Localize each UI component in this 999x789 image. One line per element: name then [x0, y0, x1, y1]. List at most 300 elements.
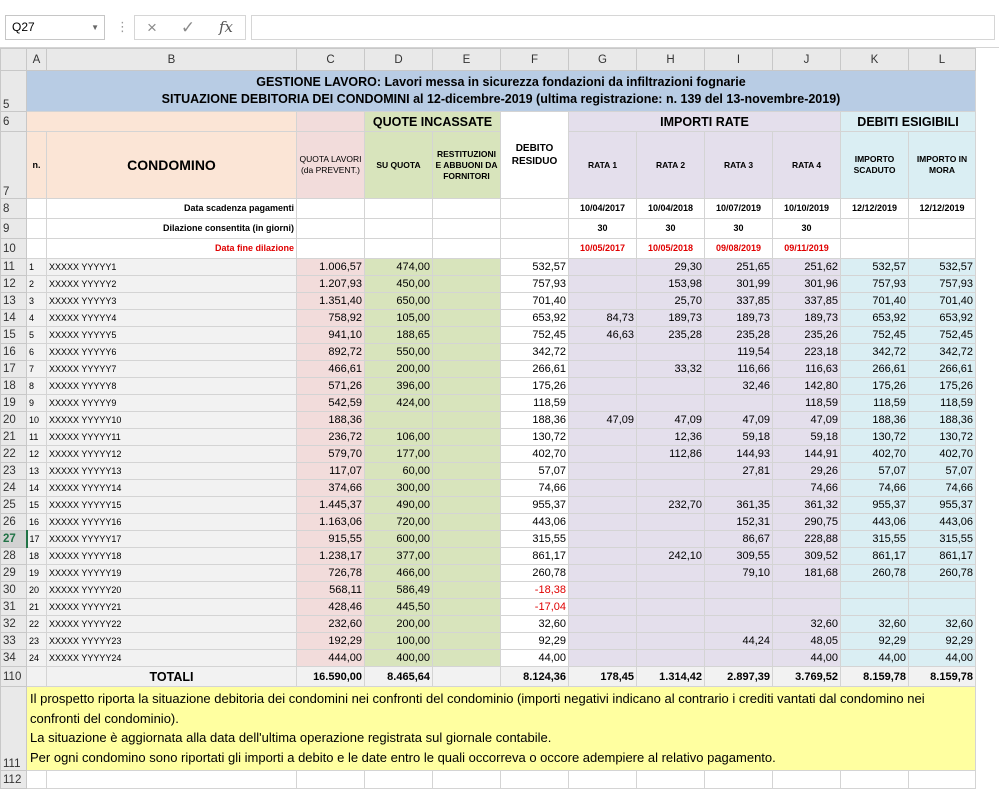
cell-k[interactable]: 757,93 [841, 276, 909, 293]
cell[interactable] [501, 771, 569, 789]
cell-d[interactable]: 450,00 [365, 276, 433, 293]
cell[interactable] [27, 199, 47, 219]
select-all-corner[interactable] [1, 49, 27, 71]
row-header[interactable]: 110 [1, 667, 27, 687]
total-f[interactable]: 8.124,36 [501, 667, 569, 687]
cell-l[interactable]: 701,40 [909, 293, 976, 310]
cell-e[interactable] [433, 531, 501, 548]
cell[interactable] [909, 219, 976, 239]
cell-e[interactable] [433, 446, 501, 463]
header-rata-3[interactable]: RATA 3 [705, 132, 773, 199]
condomino-name[interactable]: XXXXX YYYYY1 [47, 259, 297, 276]
cell-f[interactable]: 188,36 [501, 412, 569, 429]
total-k[interactable]: 8.159,78 [841, 667, 909, 687]
cell-i[interactable] [705, 650, 773, 667]
row-header[interactable]: 112 [1, 771, 27, 789]
total-e[interactable] [433, 667, 501, 687]
section-debiti-esigibili[interactable]: DEBITI ESIGIBILI [841, 112, 976, 132]
cell-g[interactable] [569, 599, 637, 616]
cell-e[interactable] [433, 548, 501, 565]
cell-l[interactable]: 74,66 [909, 480, 976, 497]
condomino-name[interactable]: XXXXX YYYYY22 [47, 616, 297, 633]
cell-f[interactable]: 32,60 [501, 616, 569, 633]
cell-f[interactable]: 118,59 [501, 395, 569, 412]
row-header[interactable]: 13 [1, 293, 27, 310]
label-dilazione[interactable]: Dilazione consentita (in giorni) [47, 219, 297, 239]
cell-d[interactable]: 474,00 [365, 259, 433, 276]
cell-i[interactable]: 235,28 [705, 327, 773, 344]
cell-c[interactable]: 1.163,06 [297, 514, 365, 531]
cell-j[interactable]: 361,32 [773, 497, 841, 514]
dilazione-days[interactable]: 30 [773, 219, 841, 239]
cell-f[interactable]: 130,72 [501, 429, 569, 446]
row-header[interactable]: 26 [1, 514, 27, 531]
cell-j[interactable]: 251,62 [773, 259, 841, 276]
header-quota-lavori[interactable]: QUOTA LAVORI (da PREVENT.) [297, 132, 365, 199]
condomino-number[interactable]: 17 [27, 531, 47, 548]
fine-date[interactable]: 09/11/2019 [773, 239, 841, 259]
cell-k[interactable] [841, 582, 909, 599]
row-header[interactable]: 32 [1, 616, 27, 633]
row-header[interactable]: 19 [1, 395, 27, 412]
row-header[interactable]: 31 [1, 599, 27, 616]
cell-i[interactable]: 251,65 [705, 259, 773, 276]
condomino-name[interactable]: XXXXX YYYYY7 [47, 361, 297, 378]
cell-h[interactable] [637, 616, 705, 633]
condomino-number[interactable]: 1 [27, 259, 47, 276]
cell-k[interactable]: 861,17 [841, 548, 909, 565]
cell-f[interactable]: -18,38 [501, 582, 569, 599]
cell-f[interactable]: 266,61 [501, 361, 569, 378]
condomino-name[interactable]: XXXXX YYYYY9 [47, 395, 297, 412]
condomino-name[interactable]: XXXXX YYYYY4 [47, 310, 297, 327]
cell-j[interactable]: 223,18 [773, 344, 841, 361]
cell[interactable] [27, 219, 47, 239]
row-header[interactable]: 14 [1, 310, 27, 327]
row-header[interactable]: 22 [1, 446, 27, 463]
cell-j[interactable]: 59,18 [773, 429, 841, 446]
total-c[interactable]: 16.590,00 [297, 667, 365, 687]
cell-f[interactable]: 955,37 [501, 497, 569, 514]
cell-g[interactable] [569, 429, 637, 446]
cell[interactable] [27, 667, 47, 687]
cell-i[interactable] [705, 599, 773, 616]
cell-h[interactable]: 12,36 [637, 429, 705, 446]
cell[interactable] [27, 239, 47, 259]
cell-e[interactable] [433, 378, 501, 395]
cell-h[interactable]: 33,32 [637, 361, 705, 378]
row-header[interactable]: 33 [1, 633, 27, 650]
row-header[interactable]: 20 [1, 412, 27, 429]
condomino-name[interactable]: XXXXX YYYYY12 [47, 446, 297, 463]
cell[interactable] [909, 771, 976, 789]
total-g[interactable]: 178,45 [569, 667, 637, 687]
scadenza-date[interactable]: 10/10/2019 [773, 199, 841, 219]
cell-g[interactable] [569, 633, 637, 650]
cell-e[interactable] [433, 633, 501, 650]
cell-k[interactable]: 402,70 [841, 446, 909, 463]
condomino-name[interactable]: XXXXX YYYYY19 [47, 565, 297, 582]
condomino-number[interactable]: 4 [27, 310, 47, 327]
cell-i[interactable]: 116,66 [705, 361, 773, 378]
cell-j[interactable]: 74,66 [773, 480, 841, 497]
cell-k[interactable]: 752,45 [841, 327, 909, 344]
cell-i[interactable]: 32,46 [705, 378, 773, 395]
row-header[interactable]: 16 [1, 344, 27, 361]
cell-j[interactable]: 144,91 [773, 446, 841, 463]
column-header[interactable]: K [841, 49, 909, 71]
cell-g[interactable] [569, 463, 637, 480]
cell-l[interactable]: 32,60 [909, 616, 976, 633]
cell-l[interactable]: 342,72 [909, 344, 976, 361]
totals-label[interactable]: TOTALI [47, 667, 297, 687]
row-header[interactable]: 29 [1, 565, 27, 582]
cell[interactable] [841, 239, 909, 259]
cell-h[interactable] [637, 531, 705, 548]
cell[interactable] [841, 219, 909, 239]
cell-j[interactable]: 47,09 [773, 412, 841, 429]
cell-j[interactable] [773, 582, 841, 599]
column-header[interactable]: I [705, 49, 773, 71]
row-header[interactable]: 12 [1, 276, 27, 293]
condomino-number[interactable]: 3 [27, 293, 47, 310]
cell[interactable] [365, 771, 433, 789]
cell-h[interactable] [637, 395, 705, 412]
cell-c[interactable]: 1.207,93 [297, 276, 365, 293]
cell-k[interactable]: 315,55 [841, 531, 909, 548]
cell-g[interactable]: 84,73 [569, 310, 637, 327]
cell-j[interactable]: 48,05 [773, 633, 841, 650]
cell-e[interactable] [433, 327, 501, 344]
cell-h[interactable]: 235,28 [637, 327, 705, 344]
cell-k[interactable]: 342,72 [841, 344, 909, 361]
condomino-number[interactable]: 20 [27, 582, 47, 599]
cell-f[interactable]: 861,17 [501, 548, 569, 565]
cell[interactable] [637, 771, 705, 789]
cell-c[interactable]: 758,92 [297, 310, 365, 327]
cell-e[interactable] [433, 565, 501, 582]
fine-date[interactable]: 10/05/2017 [569, 239, 637, 259]
condomino-name[interactable]: XXXXX YYYYY24 [47, 650, 297, 667]
header-su-quota[interactable]: SU QUOTA [365, 132, 433, 199]
fine-date[interactable]: 10/05/2018 [637, 239, 705, 259]
cell-h[interactable] [637, 565, 705, 582]
dilazione-days[interactable]: 30 [569, 219, 637, 239]
cell-f[interactable]: 402,70 [501, 446, 569, 463]
cell-i[interactable]: 47,09 [705, 412, 773, 429]
cell-j[interactable]: 44,00 [773, 650, 841, 667]
condomino-name[interactable]: XXXXX YYYYY14 [47, 480, 297, 497]
cell-l[interactable]: 861,17 [909, 548, 976, 565]
row-header[interactable]: 34 [1, 650, 27, 667]
cell-f[interactable]: 44,00 [501, 650, 569, 667]
cell-k[interactable]: 57,07 [841, 463, 909, 480]
cell-g[interactable] [569, 650, 637, 667]
cell-l[interactable]: 44,00 [909, 650, 976, 667]
cell-g[interactable]: 47,09 [569, 412, 637, 429]
cell-h[interactable]: 112,86 [637, 446, 705, 463]
total-l[interactable]: 8.159,78 [909, 667, 976, 687]
cell-e[interactable] [433, 599, 501, 616]
cell[interactable] [501, 239, 569, 259]
condomino-number[interactable]: 6 [27, 344, 47, 361]
cell-i[interactable]: 44,24 [705, 633, 773, 650]
column-header[interactable]: A [27, 49, 47, 71]
condomino-number[interactable]: 24 [27, 650, 47, 667]
cell-l[interactable]: 118,59 [909, 395, 976, 412]
cell-e[interactable] [433, 463, 501, 480]
cell-c[interactable]: 444,00 [297, 650, 365, 667]
condomino-name[interactable]: XXXXX YYYYY3 [47, 293, 297, 310]
cell-c[interactable]: 568,11 [297, 582, 365, 599]
condomino-name[interactable]: XXXXX YYYYY13 [47, 463, 297, 480]
cell-c[interactable]: 466,61 [297, 361, 365, 378]
row-header[interactable]: 30 [1, 582, 27, 599]
cell-j[interactable]: 189,73 [773, 310, 841, 327]
cell-j[interactable]: 32,60 [773, 616, 841, 633]
row-header[interactable]: 5 [1, 71, 27, 112]
cell-l[interactable]: 752,45 [909, 327, 976, 344]
scadenza-date[interactable]: 12/12/2019 [909, 199, 976, 219]
condomino-number[interactable]: 14 [27, 480, 47, 497]
cell-h[interactable] [637, 463, 705, 480]
cell-c[interactable]: 236,72 [297, 429, 365, 446]
cell-i[interactable] [705, 395, 773, 412]
cell-e[interactable] [433, 259, 501, 276]
column-header[interactable]: C [297, 49, 365, 71]
cell[interactable] [705, 771, 773, 789]
header-n[interactable]: n. [27, 132, 47, 199]
cell-e[interactable] [433, 497, 501, 514]
formula-input[interactable] [251, 15, 995, 40]
cell[interactable] [433, 239, 501, 259]
condomino-number[interactable]: 16 [27, 514, 47, 531]
cell-c[interactable]: 726,78 [297, 565, 365, 582]
cell-i[interactable]: 189,73 [705, 310, 773, 327]
cell-c[interactable]: 571,26 [297, 378, 365, 395]
cell-j[interactable]: 116,63 [773, 361, 841, 378]
cell-h[interactable] [637, 650, 705, 667]
cell-h[interactable] [637, 599, 705, 616]
cell-c[interactable]: 374,66 [297, 480, 365, 497]
condomino-number[interactable]: 10 [27, 412, 47, 429]
label-data-scadenza[interactable]: Data scadenza pagamenti [47, 199, 297, 219]
cell-f[interactable]: 342,72 [501, 344, 569, 361]
cell-e[interactable] [433, 293, 501, 310]
cell-f[interactable]: 92,29 [501, 633, 569, 650]
cell-g[interactable] [569, 497, 637, 514]
condomino-number[interactable]: 5 [27, 327, 47, 344]
function-icon[interactable]: fx [218, 18, 233, 36]
cell-i[interactable]: 86,67 [705, 531, 773, 548]
condomino-number[interactable]: 2 [27, 276, 47, 293]
cell-g[interactable] [569, 293, 637, 310]
cell-h[interactable] [637, 514, 705, 531]
cell-d[interactable]: 445,50 [365, 599, 433, 616]
condomino-number[interactable]: 11 [27, 429, 47, 446]
condomino-name[interactable]: XXXXX YYYYY5 [47, 327, 297, 344]
condomino-name[interactable]: XXXXX YYYYY15 [47, 497, 297, 514]
cell-d[interactable]: 377,00 [365, 548, 433, 565]
cell[interactable] [773, 771, 841, 789]
cell-j[interactable]: 290,75 [773, 514, 841, 531]
cell-g[interactable] [569, 514, 637, 531]
cell[interactable] [297, 239, 365, 259]
header-rata-1[interactable]: RATA 1 [569, 132, 637, 199]
cell[interactable] [297, 199, 365, 219]
cell-h[interactable] [637, 378, 705, 395]
cell-c[interactable]: 428,46 [297, 599, 365, 616]
cell[interactable] [909, 239, 976, 259]
cell-d[interactable]: 720,00 [365, 514, 433, 531]
cell-l[interactable] [909, 582, 976, 599]
cell-c[interactable]: 1.445,37 [297, 497, 365, 514]
cell-j[interactable]: 235,26 [773, 327, 841, 344]
cell-i[interactable]: 152,31 [705, 514, 773, 531]
cell-i[interactable] [705, 480, 773, 497]
cell-d[interactable]: 200,00 [365, 361, 433, 378]
cell-c[interactable]: 1.006,57 [297, 259, 365, 276]
cell-i[interactable]: 119,54 [705, 344, 773, 361]
cell-k[interactable]: 130,72 [841, 429, 909, 446]
cell-c[interactable]: 542,59 [297, 395, 365, 412]
cell[interactable] [841, 771, 909, 789]
cell-l[interactable]: 315,55 [909, 531, 976, 548]
cell-f[interactable]: 752,45 [501, 327, 569, 344]
cell-k[interactable] [841, 599, 909, 616]
row-header[interactable]: 21 [1, 429, 27, 446]
cell-g[interactable] [569, 582, 637, 599]
cell-h[interactable]: 242,10 [637, 548, 705, 565]
scadenza-date[interactable]: 10/04/2017 [569, 199, 637, 219]
cell-g[interactable]: 46,63 [569, 327, 637, 344]
condomino-name[interactable]: XXXXX YYYYY6 [47, 344, 297, 361]
cell-d[interactable]: 400,00 [365, 650, 433, 667]
condomino-number[interactable]: 22 [27, 616, 47, 633]
cell-h[interactable]: 232,70 [637, 497, 705, 514]
cell-f[interactable]: 260,78 [501, 565, 569, 582]
condomino-number[interactable]: 18 [27, 548, 47, 565]
cell-c[interactable]: 1.351,40 [297, 293, 365, 310]
cell-g[interactable] [569, 565, 637, 582]
cell-c[interactable]: 117,07 [297, 463, 365, 480]
cell-d[interactable]: 100,00 [365, 633, 433, 650]
cell-c[interactable]: 915,55 [297, 531, 365, 548]
condomino-name[interactable]: XXXXX YYYYY2 [47, 276, 297, 293]
total-j[interactable]: 3.769,52 [773, 667, 841, 687]
cell-d[interactable]: 396,00 [365, 378, 433, 395]
cell-i[interactable]: 301,99 [705, 276, 773, 293]
cell-f[interactable]: 701,40 [501, 293, 569, 310]
cell-f[interactable]: 315,55 [501, 531, 569, 548]
cell-i[interactable]: 361,35 [705, 497, 773, 514]
header-debito-residuo[interactable]: DEBITO RESIDUO [501, 112, 569, 199]
cell-h[interactable]: 47,09 [637, 412, 705, 429]
cell[interactable] [365, 199, 433, 219]
header-condomino[interactable]: CONDOMINO [47, 132, 297, 199]
scadenza-date[interactable]: 10/07/2019 [705, 199, 773, 219]
cell-k[interactable]: 260,78 [841, 565, 909, 582]
cell-i[interactable]: 59,18 [705, 429, 773, 446]
column-header[interactable]: L [909, 49, 976, 71]
condomino-number[interactable]: 8 [27, 378, 47, 395]
total-h[interactable]: 1.314,42 [637, 667, 705, 687]
condomino-name[interactable]: XXXXX YYYYY23 [47, 633, 297, 650]
cell-l[interactable]: 402,70 [909, 446, 976, 463]
cell-d[interactable]: 650,00 [365, 293, 433, 310]
cell-g[interactable] [569, 548, 637, 565]
row-header[interactable]: 111 [1, 687, 27, 771]
cell-e[interactable] [433, 395, 501, 412]
cell-e[interactable] [433, 344, 501, 361]
cell-d[interactable]: 466,00 [365, 565, 433, 582]
cell-h[interactable]: 25,70 [637, 293, 705, 310]
row-header[interactable]: 9 [1, 219, 27, 239]
condomino-number[interactable]: 9 [27, 395, 47, 412]
cell-d[interactable]: 550,00 [365, 344, 433, 361]
cell[interactable] [297, 219, 365, 239]
cell-c[interactable]: 579,70 [297, 446, 365, 463]
condomino-name[interactable]: XXXXX YYYYY18 [47, 548, 297, 565]
row-header[interactable]: 23 [1, 463, 27, 480]
header-importo-scaduto[interactable]: IMPORTO SCADUTO [841, 132, 909, 199]
condomino-number[interactable]: 12 [27, 446, 47, 463]
section-quote-incassate[interactable]: QUOTE INCASSATE [365, 112, 501, 132]
condomino-name[interactable]: XXXXX YYYYY11 [47, 429, 297, 446]
cell-j[interactable] [773, 599, 841, 616]
condomino-name[interactable]: XXXXX YYYYY21 [47, 599, 297, 616]
cell-l[interactable]: 92,29 [909, 633, 976, 650]
cell-f[interactable]: 653,92 [501, 310, 569, 327]
cell[interactable] [365, 219, 433, 239]
row-header[interactable]: 27 [1, 531, 27, 548]
cell-h[interactable] [637, 480, 705, 497]
cell-c[interactable]: 232,60 [297, 616, 365, 633]
cell-g[interactable] [569, 446, 637, 463]
fine-date[interactable]: 09/08/2019 [705, 239, 773, 259]
column-header[interactable]: E [433, 49, 501, 71]
cell-e[interactable] [433, 361, 501, 378]
cell[interactable] [297, 771, 365, 789]
cell-h[interactable]: 29,30 [637, 259, 705, 276]
cell-k[interactable]: 175,26 [841, 378, 909, 395]
row-header[interactable]: 25 [1, 497, 27, 514]
cell[interactable] [433, 219, 501, 239]
cell-h[interactable] [637, 344, 705, 361]
cell-d[interactable]: 60,00 [365, 463, 433, 480]
cell[interactable] [569, 771, 637, 789]
cell-j[interactable]: 337,85 [773, 293, 841, 310]
cell-d[interactable]: 200,00 [365, 616, 433, 633]
cell[interactable] [27, 771, 47, 789]
cell-d[interactable]: 105,00 [365, 310, 433, 327]
cell-k[interactable]: 955,37 [841, 497, 909, 514]
condomino-name[interactable]: XXXXX YYYYY16 [47, 514, 297, 531]
cell[interactable] [433, 771, 501, 789]
cell-i[interactable]: 337,85 [705, 293, 773, 310]
cell-i[interactable]: 79,10 [705, 565, 773, 582]
label-fine-dilazione[interactable]: Data fine dilazione [47, 239, 297, 259]
total-d[interactable]: 8.465,64 [365, 667, 433, 687]
condomino-number[interactable]: 23 [27, 633, 47, 650]
column-header[interactable]: F [501, 49, 569, 71]
cell-l[interactable]: 653,92 [909, 310, 976, 327]
row-header[interactable]: 28 [1, 548, 27, 565]
cell-j[interactable]: 228,88 [773, 531, 841, 548]
cell-j[interactable]: 118,59 [773, 395, 841, 412]
row-header[interactable]: 18 [1, 378, 27, 395]
dilazione-days[interactable]: 30 [637, 219, 705, 239]
